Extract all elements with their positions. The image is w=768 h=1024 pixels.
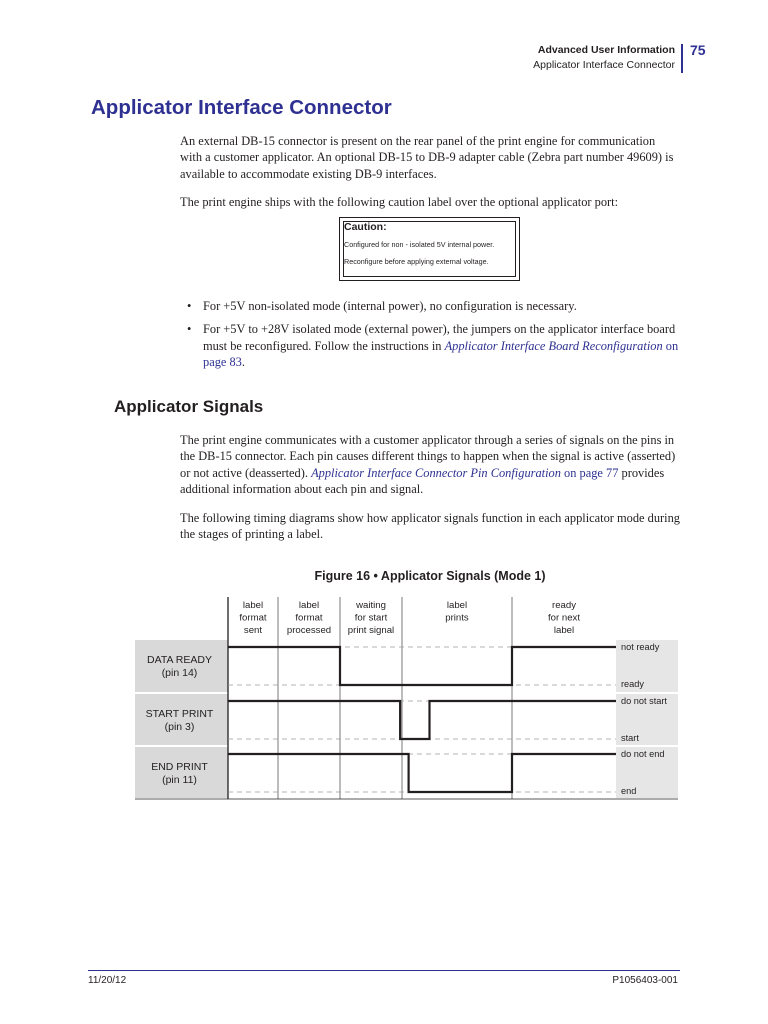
signal-name: START PRINT: [145, 708, 214, 720]
stage-label: processed: [286, 625, 332, 636]
caution-intro-paragraph: The print engine ships with the following caution label over the optional applicator port:: [180, 195, 619, 209]
stage-label: label: [298, 600, 320, 611]
running-header-section: Advanced User Information: [537, 44, 675, 56]
stage-label: sent: [243, 625, 263, 636]
stage-label: label: [553, 625, 575, 636]
page-number: 75: [690, 42, 706, 58]
stage-label: format: [295, 612, 323, 624]
footer-date: 11/20/12: [88, 975, 127, 986]
page-title: Applicator Interface Connector: [91, 96, 392, 119]
signal-pin: (pin 3): [164, 721, 195, 733]
stage-label: for start: [354, 612, 388, 624]
signal-name: END PRINT: [151, 761, 208, 773]
low-state-label: end: [621, 786, 637, 796]
signals-text: The print engine communicates with a customer applicator through a series of signals on the pins in the DB-15 connector. Each pin causes different things to happen when the signal is active (asserted) or not active (deasserted).: [180, 433, 676, 480]
board-reconfiguration-link[interactable]: Applicator Interface Board Reconfiguration: [444, 338, 663, 353]
figure-caption: Figure 16 • Applicator Signals (Mode 1): [314, 569, 546, 583]
stage-label: label: [242, 600, 264, 611]
stage-label: ready: [552, 600, 576, 611]
signals-text-end: provides additional information about each pin and signal.: [180, 465, 665, 496]
section-heading: Applicator Signals: [114, 397, 264, 416]
running-header-subsection: Applicator Interface Connector: [533, 59, 675, 71]
signal-waveform: [228, 647, 616, 685]
caution-label-line-2: Reconfigure before applying external voltage.: [344, 257, 489, 266]
caution-label-title: Caution:: [344, 221, 387, 233]
signal-waveform: [228, 701, 616, 739]
stage-label: format: [239, 612, 267, 624]
caution-label-line-1: Configured for non - isolated 5V internal power.: [344, 240, 495, 249]
intro-paragraph: An external DB-15 connector is present on the rear panel of the print engine for communication with a customer applicator. An optional DB-15 to DB-9 adapter cable (Zebra part number 49609) is available to accommodate existing DB-9 interfaces.: [180, 134, 674, 181]
bullet-icon: •: [187, 322, 192, 337]
bullet-icon: •: [187, 299, 192, 313]
signal-waveform: [228, 754, 616, 792]
high-state-label: do not end: [621, 749, 665, 759]
low-state-label: start: [621, 733, 639, 743]
board-reconfiguration-page-link[interactable]: on page 83: [203, 338, 679, 369]
footer-divider: [88, 970, 680, 971]
bullet-text-end: .: [241, 354, 245, 369]
pin-configuration-link[interactable]: Applicator Interface Connector Pin Configuration: [311, 465, 561, 480]
bullet-text: For +5V non-isolated mode (internal power), no configuration is necessary.: [203, 299, 577, 313]
timing-intro-paragraph: The following timing diagrams show how applicator signals function in each applicator mode during the stages of printing a label.: [180, 511, 680, 542]
bullet-text: For +5V to +28V isolated mode (external power), the jumpers on the applicator interface board must be reconfigured. Follow the instructions in: [203, 322, 676, 353]
signal-pin: (pin 11): [162, 774, 197, 786]
stage-label: waiting: [356, 600, 386, 611]
high-state-label: not ready: [621, 642, 660, 652]
stage-label: for next: [548, 612, 580, 624]
footer-doc-number: P1056403-001: [612, 975, 678, 986]
stage-label: print signal: [347, 625, 395, 636]
signal-pin: (pin 14): [161, 667, 198, 679]
low-state-label: ready: [621, 679, 644, 689]
signal-name: DATA READY: [147, 654, 212, 666]
pin-configuration-page-link[interactable]: on page 77: [560, 465, 619, 480]
high-state-label: do not start: [621, 696, 667, 706]
stage-label: prints: [445, 612, 469, 624]
stage-label: label: [446, 600, 468, 611]
